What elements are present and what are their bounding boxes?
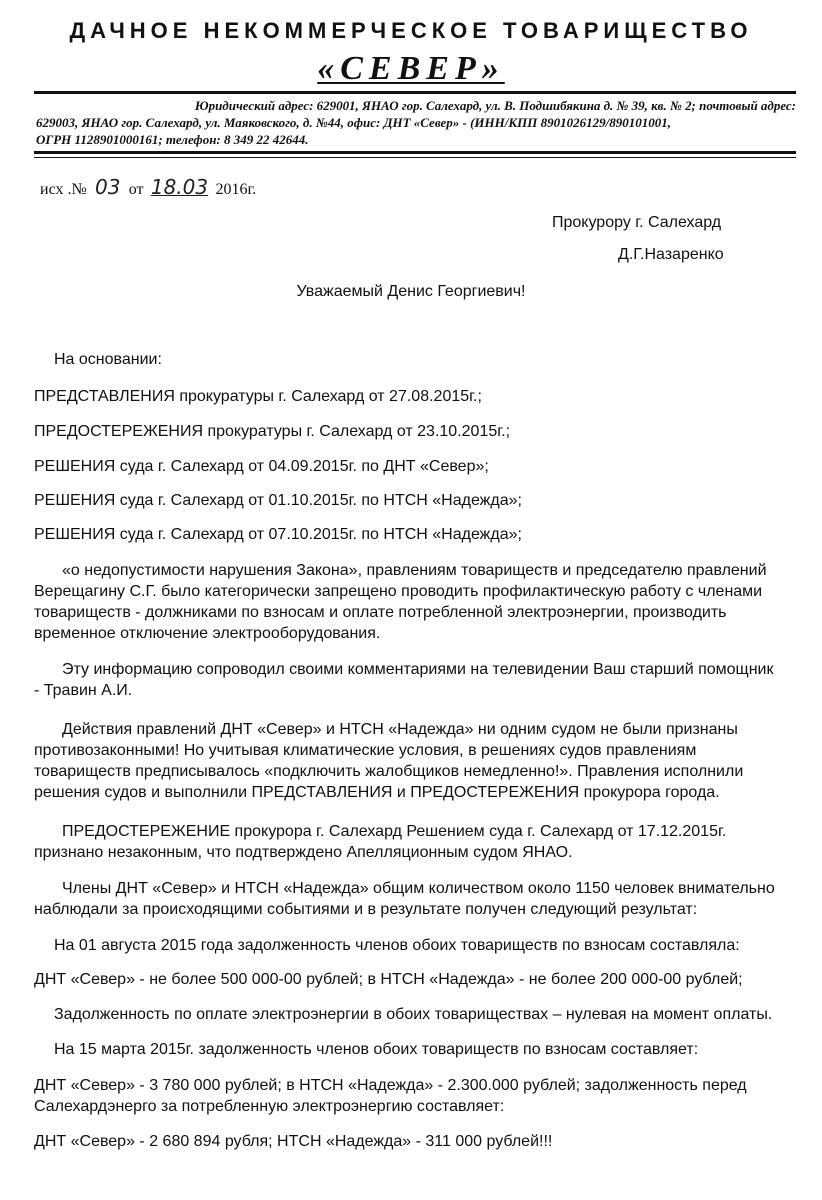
paragraph-august-debt: На 01 августа 2015 года задолженность членов обоих товариществ по взносам составляла: [54, 937, 740, 954]
reference-number-handwritten: 03 [94, 175, 121, 199]
ground-item: ПРЕДСТАВЛЕНИЯ прокуратуры г. Салехард от 27.08.2015г.; [34, 388, 482, 405]
paragraph-line: ДНТ «Север» - 3 780 000 рублей; в НТСН «Надежда» - 2.300.000 рублей; задолженность перед [34, 1077, 747, 1094]
paragraph-actions [34, 719, 743, 803]
paragraph-line: временное отключение электрооборудования. [34, 625, 381, 642]
paragraph-august-amounts: ДНТ «Север» - не более 500 000-00 рублей; в НТСН «Надежда» - не более 200 000-00 рублей; [34, 971, 743, 988]
address-line-1: Юридический адрес: 629001, ЯНАО гор. Салехард, ул. В. Подшибякина д. № 39, кв. № 2; почтовый адрес: [194, 98, 796, 113]
letterhead-rule-bottom-thin [34, 157, 796, 158]
greeting: Уважаемый Денис Георгиевич! [296, 283, 526, 300]
letterhead-rule-bottom [34, 151, 796, 154]
reference-year: 2016г. [215, 181, 257, 198]
paragraph-line: решения судов и выполнили ПРЕДСТАВЛЕНИЯ и ПРЕДОСТЕРЕЖЕНИЯ прокурора города. [34, 784, 720, 801]
recipient-name: Д.Г.Назаренко [618, 246, 724, 263]
paragraph-line: товариществ предписывалось «подключить жалобщиков немедленно!». Правления исполнили [34, 763, 744, 780]
paragraph-line: противозаконными! Но учитывая климатические условия, в решениях судов правлениям [34, 742, 697, 759]
ground-item: РЕШЕНИЯ суда г. Салехард от 07.10.2015г. по НТСН «Надежда»; [34, 526, 522, 543]
paragraph-line: наблюдали за происходящими событиями и в результате получен следующий результат: [34, 901, 698, 918]
organization-short-name-text: «СЕВЕР» [317, 50, 505, 87]
reference-date-handwritten [148, 175, 212, 199]
paragraph-line: признано незаконным, что подтверждено Апелляционным судом ЯНАО. [34, 844, 573, 861]
paragraph-line: Эту информацию сопроводил своими комментариями на телевидении Ваш старший помощник [62, 661, 774, 678]
organization-short-name [0, 50, 822, 88]
paragraph-line: Действия правлений ДНТ «Север» и НТСН «Надежда» ни одним судом не были признаны [62, 721, 738, 738]
paragraph-march-amounts [34, 1075, 747, 1117]
paragraph-march-debt: На 15 марта 2015г. задолженность членов обоих товариществ по взносам составляет: [54, 1041, 699, 1058]
reference-date-handwritten-text: 18.03 [150, 175, 209, 199]
paragraph-line: ПРЕДОСТЕРЕЖЕНИЕ прокурора г. Салехард Решением суда г. Салехард от 17.12.2015г. [62, 823, 727, 840]
ground-item: ПРЕДОСТЕРЕЖЕНИЯ прокуратуры г. Салехард от 23.10.2015г.; [34, 423, 511, 440]
paragraph-comments [34, 659, 773, 701]
paragraph-members [34, 878, 775, 920]
reference-from-label: от [128, 181, 144, 198]
paragraph-warning-annulled [34, 821, 726, 863]
ground-item: РЕШЕНИЯ суда г. Салехард от 04.09.2015г. по ДНТ «Север»; [34, 458, 489, 475]
address-line-2: 629003, ЯНАО гор. Салехард, ул. Маяковского, д. №44, офис: ДНТ «Север» - (ИНН/КПП 8901026129/890101001, [36, 115, 671, 130]
organization-name: ДАЧНОЕ НЕКОММЕРЧЕСКОЕ ТОВАРИЩЕСТВО [69, 18, 753, 43]
reference-prefix: исх .№ [40, 181, 87, 198]
address-line-3: ОГРН 1128901000161; телефон: 8 349 22 42644. [36, 132, 309, 147]
intro-line: На основании: [54, 351, 162, 368]
recipient-title: Прокурору г. Салехард [552, 214, 722, 231]
paragraph-line: «о недопустимости нарушения Закона», правлениям товариществ и председателю правлений [62, 562, 767, 579]
address-block [36, 97, 796, 148]
ground-item: РЕШЕНИЯ суда г. Салехард от 01.10.2015г. по НТСН «Надежда»; [34, 492, 522, 509]
paragraph-line: Верещагину С.Г. было категорически запрещено проводить профилактическую работу с членами [34, 583, 763, 600]
paragraph-prohibition [34, 560, 767, 644]
paragraph-line: товариществ - должниками по взносам и оплате потребленной электроэнергии, производить [34, 604, 727, 621]
paragraph-electricity-zero: Задолженность по оплате электроэнергии в обоих товариществах – нулевая на момент оплаты. [54, 1006, 773, 1023]
outgoing-reference [40, 175, 256, 199]
paragraph-electricity-debt: ДНТ «Север» - 2 680 894 рубля; НТСН «Надежда» - 311 000 рублей!!! [34, 1133, 553, 1150]
paragraph-line: Салехардэнерго за потребленную электроэнергию составляет: [34, 1098, 505, 1115]
paragraph-line: Члены ДНТ «Север» и НТСН «Надежда» общим количеством около 1150 человек внимательно [62, 880, 775, 897]
paragraph-line: - Травин А.И. [34, 682, 133, 699]
letterhead-rule-top [34, 91, 796, 94]
